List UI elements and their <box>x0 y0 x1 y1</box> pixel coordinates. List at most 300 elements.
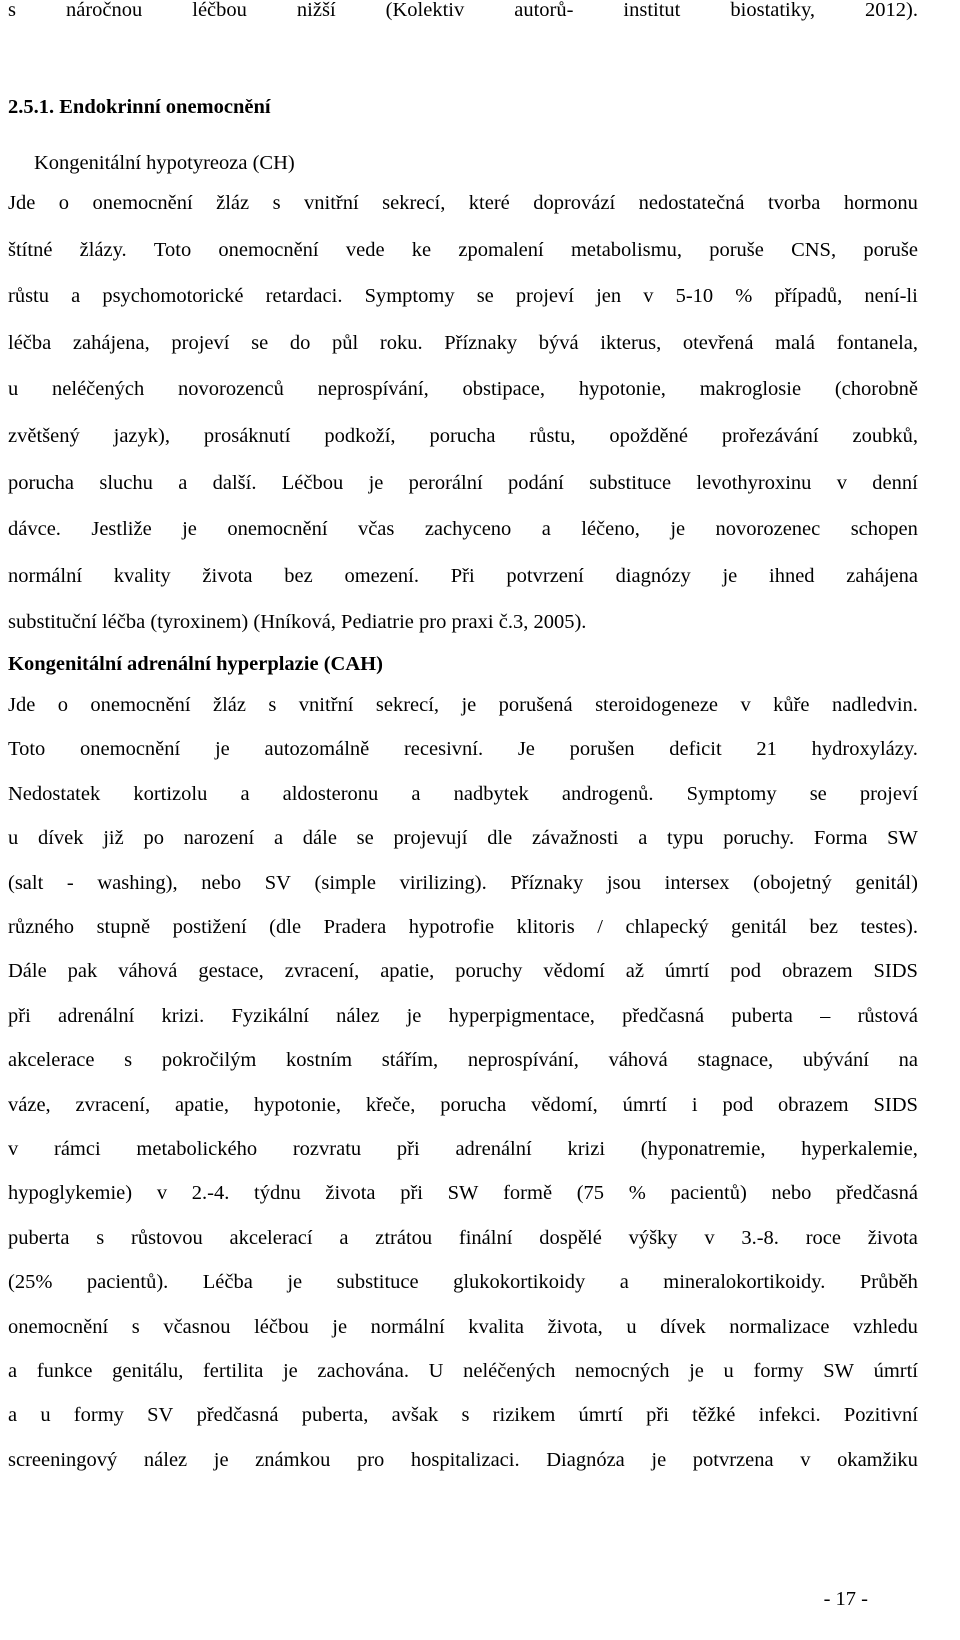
word: onemocnění <box>227 518 328 541</box>
word: nález <box>143 1448 188 1471</box>
word: až <box>625 960 644 983</box>
word: růstu <box>8 285 49 308</box>
word: stagnace, <box>697 1049 774 1072</box>
word: v <box>704 1226 715 1249</box>
word: neprospívání, <box>467 1049 579 1072</box>
word: při <box>8 1004 31 1027</box>
word: apatie, <box>174 1093 230 1116</box>
word: vzhledu <box>853 1315 918 1338</box>
word: zahájena, <box>72 331 150 354</box>
word: sekrecí, <box>382 192 446 214</box>
word: s <box>461 1404 470 1427</box>
word: podání <box>507 471 564 494</box>
paragraph-line <box>8 330 918 356</box>
word: puberta, <box>301 1404 369 1427</box>
word: s <box>8 0 16 21</box>
word: váhová <box>608 1049 668 1072</box>
word: makroglosie <box>699 378 802 401</box>
word: metabolického <box>136 1138 258 1160</box>
word: 2012). <box>865 0 918 21</box>
word: náročnou <box>65 0 143 21</box>
word: těžké <box>692 1404 736 1427</box>
word: života <box>867 1226 918 1249</box>
word: jazyk), <box>113 425 170 447</box>
word: deficit <box>669 738 722 761</box>
word: předčasná <box>836 1182 918 1205</box>
word: týdnu <box>254 1182 301 1205</box>
word: se <box>809 782 827 805</box>
word: (obojetný <box>753 871 832 894</box>
word: a <box>71 285 81 308</box>
word: gestace, <box>198 960 264 983</box>
word: se <box>476 285 494 308</box>
word: neléčených <box>463 1360 556 1382</box>
paragraph-line <box>8 1180 918 1206</box>
word: roku. <box>379 331 423 354</box>
word: Léčba <box>202 1271 253 1294</box>
word: genitál <box>731 916 787 938</box>
word: chlapecký <box>625 916 709 938</box>
word: u <box>626 1315 637 1338</box>
paragraph-line <box>8 190 918 216</box>
word: je <box>722 564 738 587</box>
word: hypotonie, <box>578 378 666 401</box>
word: Symptomy <box>686 782 777 805</box>
word: sluchu <box>99 471 153 494</box>
word: života <box>325 1182 376 1205</box>
word: formě <box>503 1182 553 1205</box>
word: recesivní. <box>403 738 484 761</box>
word: bez <box>284 564 313 587</box>
word: dále <box>302 827 337 850</box>
word: pak <box>67 960 98 983</box>
word: Jde <box>8 192 36 214</box>
word: bez <box>809 916 838 938</box>
word: Forma <box>813 827 868 850</box>
word: (salt <box>8 871 44 894</box>
word: úmrtí <box>873 1360 918 1382</box>
word: Jestliže <box>91 518 152 541</box>
word: léčbou <box>192 0 247 21</box>
word: 5-10 <box>675 285 714 308</box>
word: apatie, <box>380 960 435 983</box>
word: dle <box>487 827 513 850</box>
word: vědomí <box>543 960 605 983</box>
word: intersex <box>664 871 730 894</box>
word: růstu, <box>529 425 576 447</box>
word: / <box>597 916 603 938</box>
word: % <box>735 285 753 308</box>
paragraph-line <box>8 0 918 23</box>
word: denní <box>872 471 918 494</box>
word: nedostatečná <box>638 192 745 214</box>
word: obrazem <box>781 960 853 983</box>
paragraph-line <box>8 914 918 940</box>
word: podkoží, <box>324 425 396 447</box>
word: onemocnění <box>90 694 191 716</box>
word: závažnosti <box>531 827 619 850</box>
word: fertilita <box>202 1360 264 1382</box>
word: křeče, <box>365 1093 416 1116</box>
word: fontanela, <box>836 331 918 354</box>
word: Příznaky <box>444 331 518 354</box>
paragraph-line <box>8 1225 918 1251</box>
word: CNS, <box>791 238 837 261</box>
word: % <box>628 1182 646 1205</box>
word: další. <box>212 471 257 494</box>
word: jsou <box>606 871 642 894</box>
word: rámci <box>54 1138 101 1160</box>
word: tvorba <box>767 192 821 214</box>
word: normální <box>370 1315 445 1338</box>
word: (dle <box>269 916 302 938</box>
word: androgenů. <box>561 782 654 805</box>
word: a <box>178 471 188 494</box>
paragraph-line <box>8 1092 918 1118</box>
word: nemocných <box>574 1360 670 1382</box>
paragraph-line <box>8 736 918 762</box>
word: žláz <box>216 192 250 214</box>
word: puberta <box>8 1226 70 1249</box>
word: projeví <box>515 285 574 308</box>
word: pacientů) <box>670 1182 747 1205</box>
word: rizikem <box>492 1404 556 1427</box>
word: a <box>619 1271 629 1294</box>
word: projeví <box>171 331 230 354</box>
word: levothyroxinu <box>696 471 812 494</box>
word: projevují <box>393 827 468 850</box>
word: finální <box>458 1226 513 1249</box>
word: porucha <box>440 1093 507 1116</box>
word: (chorobně <box>834 378 918 401</box>
word: vnitřní <box>298 694 354 716</box>
word: které <box>468 192 510 214</box>
word: (Kolektiv <box>385 0 465 21</box>
word: Dále <box>8 960 47 983</box>
word: dospělé <box>539 1226 602 1249</box>
word: známkou <box>255 1448 331 1471</box>
paragraph-line <box>8 516 918 542</box>
word: a <box>8 1360 18 1382</box>
word: (25% <box>8 1271 53 1294</box>
word: obstipace, <box>462 378 546 401</box>
word: neprospívání, <box>317 378 429 401</box>
word: poruše <box>863 238 918 261</box>
word: hormonu <box>843 192 918 214</box>
word: onemocnění <box>80 738 181 761</box>
word: růstovou <box>131 1226 203 1249</box>
word: Diagnóza <box>546 1448 625 1471</box>
word: poruchy. <box>723 827 795 850</box>
word: prořezávání <box>721 425 819 447</box>
word: normální <box>8 564 83 587</box>
word: života, <box>547 1315 603 1338</box>
word: zachyceno <box>424 518 512 541</box>
word: potvrzena <box>692 1448 774 1471</box>
word: se <box>251 331 269 354</box>
word: formy <box>73 1404 124 1427</box>
word: screeningový <box>8 1448 118 1471</box>
word: výšky <box>628 1226 678 1249</box>
word: a <box>240 782 250 805</box>
word: infekci. <box>758 1404 821 1427</box>
word: Příznaky <box>510 871 584 894</box>
word: substituce <box>336 1271 419 1294</box>
word: při <box>396 1138 420 1160</box>
word: do <box>289 331 311 354</box>
word: kvalita <box>468 1315 525 1338</box>
word: zachována. <box>317 1360 410 1382</box>
word: Je <box>517 738 535 761</box>
word: v <box>800 1448 811 1471</box>
word: na <box>898 1049 918 1072</box>
word: je <box>182 518 197 541</box>
word: poruše <box>709 238 764 261</box>
word: již <box>103 827 124 850</box>
word: krizi <box>567 1138 606 1160</box>
word: narození <box>183 827 255 850</box>
word: SW <box>447 1182 479 1205</box>
word: a <box>339 1226 349 1249</box>
word: dávce. <box>8 518 61 541</box>
word: se <box>356 827 374 850</box>
word: hyperpigmentace, <box>448 1004 595 1027</box>
section-heading: 2.5.1. Endokrinní onemocnění <box>8 96 271 118</box>
word: kostním <box>286 1049 353 1072</box>
word: steroidogeneze <box>595 694 719 716</box>
word: zpomalení <box>458 238 544 261</box>
paragraph-line <box>8 825 918 851</box>
word: ztrátou <box>375 1226 433 1249</box>
paragraph-line <box>8 1269 918 1295</box>
word: i <box>691 1093 698 1116</box>
paragraph-line <box>8 423 918 449</box>
word: SW <box>823 1360 854 1382</box>
word: hospitalizaci. <box>410 1448 520 1471</box>
word: mineralokortikoidy. <box>663 1271 826 1294</box>
word: předčasná <box>196 1404 279 1427</box>
word: při <box>400 1182 423 1205</box>
word: novorozenců <box>178 378 284 401</box>
word: okamžiku <box>837 1448 918 1471</box>
word: pod <box>730 960 762 983</box>
word: normalizace <box>729 1315 830 1338</box>
word: neléčených <box>52 378 145 401</box>
word: sekrecí, <box>375 694 440 716</box>
paragraph-line <box>8 1314 918 1340</box>
word: U <box>428 1360 444 1382</box>
word: jen <box>596 285 622 308</box>
word: testes). <box>860 916 918 938</box>
word: novorozenec <box>715 518 821 541</box>
word: je <box>670 518 686 541</box>
word: perorální <box>408 471 483 494</box>
word: kortizolu <box>133 782 208 805</box>
word: retardaci. <box>265 285 343 308</box>
word: Průběh <box>859 1271 918 1294</box>
word: adrenální <box>455 1138 532 1160</box>
word: rozvratu <box>292 1138 362 1160</box>
paragraph-line <box>8 470 918 496</box>
subsection-heading-cah: Kongenitální adrenální hyperplazie (CAH) <box>8 653 383 675</box>
word: a <box>8 1404 18 1427</box>
word: života <box>202 564 253 587</box>
word: je <box>287 1271 303 1294</box>
word: nadbytek <box>453 782 529 805</box>
word: žláz <box>213 694 246 716</box>
word: je <box>651 1448 667 1471</box>
paragraph-line <box>8 958 918 984</box>
word: poruchy <box>455 960 523 983</box>
word: dívek <box>37 827 84 850</box>
word: SIDS <box>873 1093 918 1116</box>
paragraph-line <box>8 1003 918 1029</box>
word: funkce <box>36 1360 93 1382</box>
paragraph-line <box>8 1447 918 1473</box>
word: adrenální <box>58 1004 135 1027</box>
paragraph-line: substituční léčba (tyroxinem) (Hníková, Pediatrie pro praxi č.3, 2005). <box>8 611 587 634</box>
word: Pradera <box>323 916 387 938</box>
word: 2.-4. <box>191 1182 230 1205</box>
word: růstová <box>857 1004 918 1027</box>
word: Při <box>450 564 475 587</box>
word: nález <box>336 1004 380 1027</box>
word: a <box>273 827 284 850</box>
word: (75 <box>576 1182 605 1205</box>
word: klitoris <box>516 916 575 938</box>
word: pacientů). <box>86 1271 169 1294</box>
paragraph-line <box>8 1358 918 1384</box>
word: je <box>461 694 477 716</box>
word: potvrzení <box>506 564 584 587</box>
word: Léčbou <box>281 471 344 494</box>
paragraph-line <box>8 283 918 309</box>
word: s <box>268 694 277 716</box>
word: porucha <box>8 471 75 494</box>
word: porušen <box>569 738 635 761</box>
word: štítné <box>8 238 53 261</box>
word: úmrtí <box>664 960 710 983</box>
word: porucha <box>429 425 496 447</box>
word: nebo <box>771 1182 812 1205</box>
word: metabolismu, <box>570 238 682 261</box>
word: s <box>272 192 281 214</box>
word: - <box>66 871 74 894</box>
word: váhová <box>118 960 178 983</box>
word: bývá <box>538 331 579 354</box>
word: hypotonie, <box>253 1093 341 1116</box>
word: Toto <box>8 738 46 761</box>
word: glukokortikoidy <box>453 1271 586 1294</box>
word: stupně <box>96 916 151 938</box>
paragraph-line <box>8 870 918 896</box>
word: v <box>156 1182 168 1205</box>
word: virilizing). <box>399 871 487 894</box>
subsection-heading-ch: Kongenitální hypotyreoza (CH) <box>34 152 295 174</box>
page-number: - 17 - <box>823 1588 868 1610</box>
word: otevřená <box>682 331 754 354</box>
word: SV <box>264 871 291 894</box>
word: zvracení, <box>284 960 360 983</box>
word: je <box>213 1448 229 1471</box>
paragraph-line <box>8 1136 918 1162</box>
word: formy <box>753 1360 804 1382</box>
word: v <box>836 471 847 494</box>
paragraph-line <box>8 376 918 402</box>
word: onemocnění <box>8 1315 109 1338</box>
word: onemocnění <box>92 192 193 214</box>
word: SV <box>147 1404 174 1427</box>
word: je <box>282 1360 298 1382</box>
word: a <box>411 782 421 805</box>
word: postižení <box>172 916 247 938</box>
word: puberta <box>731 1004 793 1027</box>
word: doprovází <box>533 192 616 214</box>
word: hyperkalemie, <box>801 1138 918 1160</box>
word: je <box>332 1315 348 1338</box>
word: není-li <box>864 285 918 308</box>
word: psychomotorické <box>102 285 244 308</box>
word: prosáknutí <box>203 425 291 447</box>
word: s <box>124 1049 133 1072</box>
word: po <box>143 827 164 850</box>
word: 3.-8. <box>741 1226 779 1249</box>
word: o <box>58 192 70 214</box>
word: omezení. <box>344 564 420 587</box>
word: žlázy. <box>79 238 127 261</box>
word: dívek <box>660 1315 706 1338</box>
word: biostatiky, <box>730 0 816 21</box>
word: (simple <box>314 871 377 894</box>
word: při <box>646 1404 669 1427</box>
word: projeví <box>859 782 918 805</box>
word: léčeno, <box>581 518 640 541</box>
word: pod <box>722 1093 754 1116</box>
word: kvality <box>113 564 171 587</box>
word: váze, <box>8 1093 51 1116</box>
word: ihned <box>769 564 815 587</box>
word: úmrtí <box>578 1404 623 1427</box>
word: Jde <box>8 694 36 716</box>
word: hydroxylázy. <box>811 738 918 761</box>
word: diagnózy <box>615 564 691 587</box>
word: je <box>689 1360 704 1382</box>
word: Toto <box>153 238 192 261</box>
word: včasnou <box>163 1315 231 1338</box>
word: stářím, <box>381 1049 439 1072</box>
word: opožděné <box>609 425 688 447</box>
word: genitálu, <box>112 1360 184 1382</box>
word: u <box>40 1404 51 1427</box>
word: aldosteronu <box>282 782 379 805</box>
word: je <box>214 738 230 761</box>
word: malá <box>775 331 815 354</box>
paragraph-line <box>8 1047 918 1073</box>
paragraph-line <box>8 781 918 807</box>
word: pro <box>356 1448 385 1471</box>
word: avšak <box>391 1404 439 1427</box>
word: 21 <box>756 738 777 761</box>
word: a <box>541 518 551 541</box>
word: kůře <box>773 694 810 716</box>
word: léčbou <box>254 1315 309 1338</box>
word: pokročilým <box>161 1049 257 1072</box>
word: a <box>638 827 648 850</box>
word: o <box>57 694 68 716</box>
word: krizi. <box>161 1004 205 1027</box>
word: (hyponatremie, <box>640 1138 766 1160</box>
word: s <box>96 1226 105 1249</box>
